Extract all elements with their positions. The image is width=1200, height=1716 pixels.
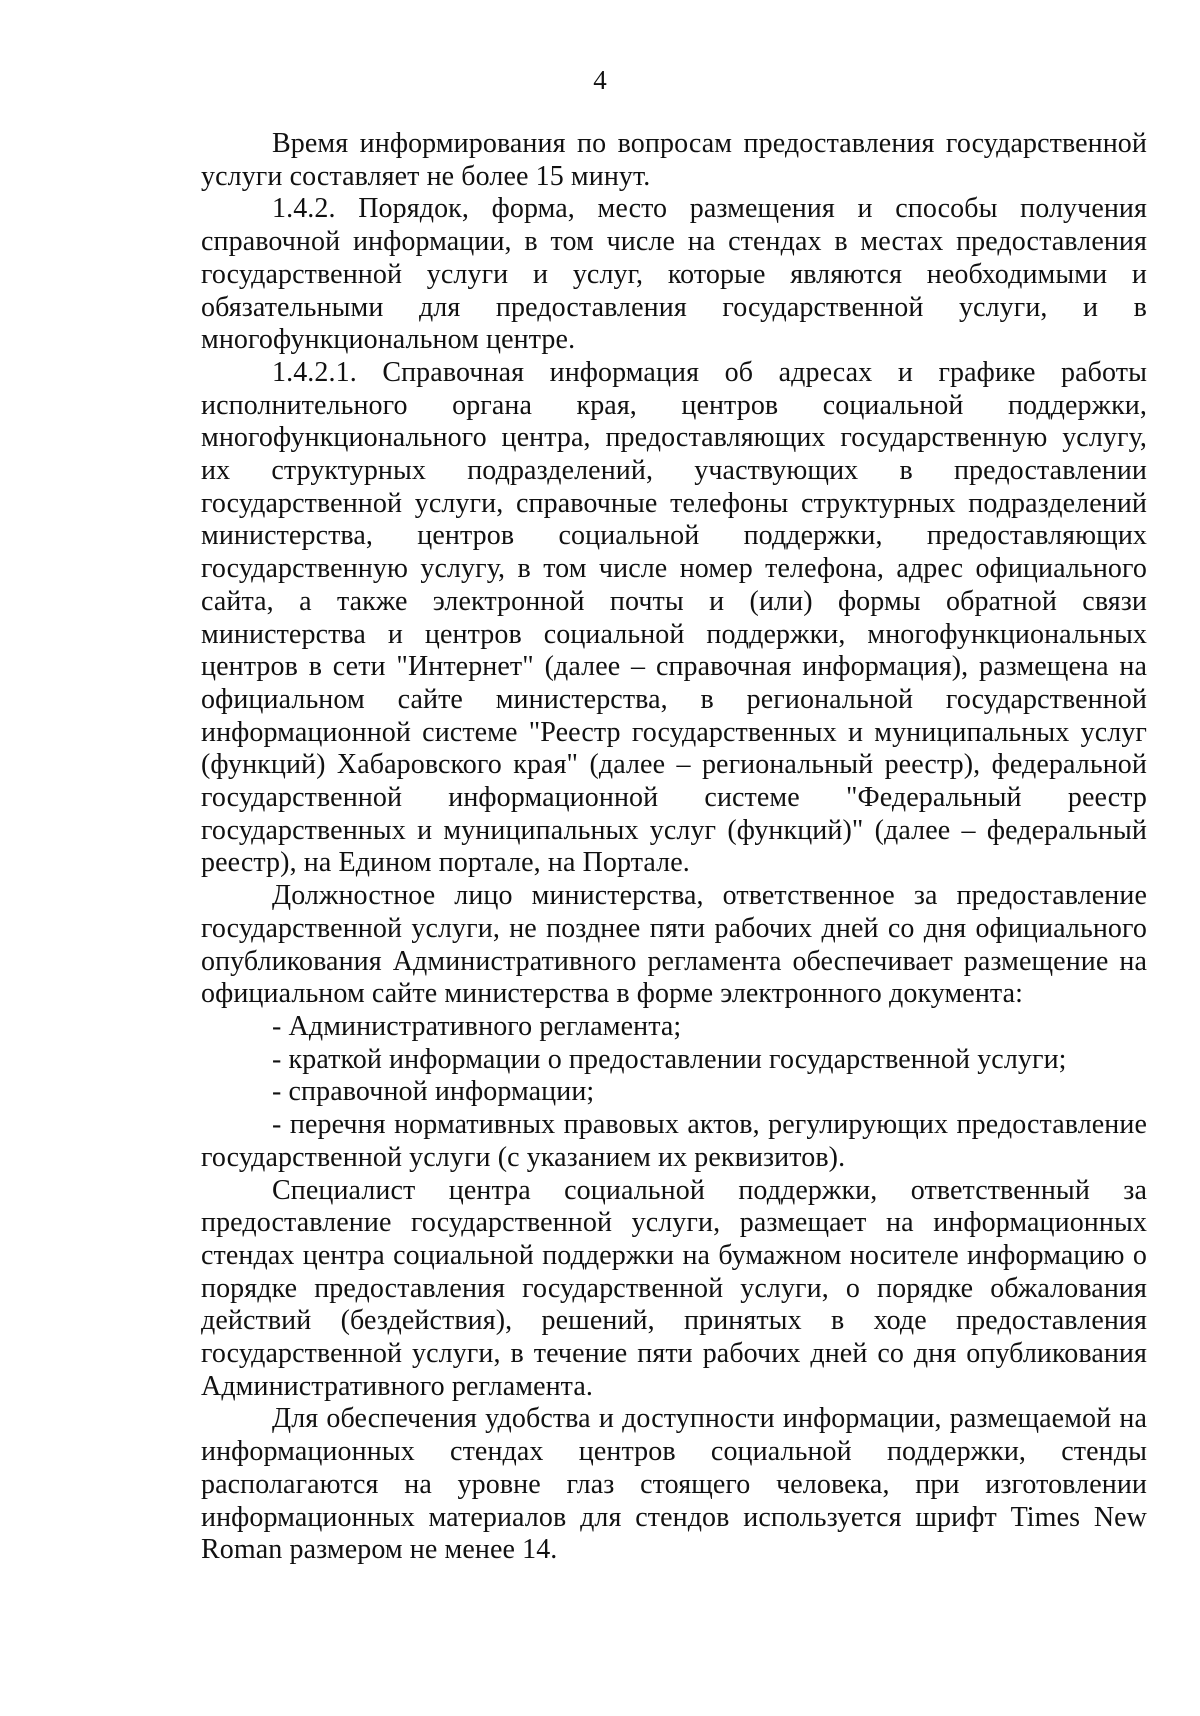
document-body xyxy=(201,128,1147,1567)
paragraph-stands: Для обеспечения удобства и доступности информации, размещаемой на информационных стендах центров социальной поддержки, стенды располагаются на уровне глаз стоящего человека, при изготовлении информационных материалов для стендов используется шрифт Times New Roman размером не менее 14. xyxy=(201,1403,1147,1566)
paragraph-official-duty: Должностное лицо министерства, ответственное за предоставление государственной услуги, не позднее пяти рабочих дней со дня официального опубликования Административного регламента обеспечивает размещение на официальном сайте министерства в форме электронного документа: xyxy=(201,880,1147,1010)
list-item: - перечня нормативных правовых актов, регулирующих предоставление государственной услуги (с указанием их реквизитов). xyxy=(201,1109,1147,1173)
paragraph-duration: Время информирования по вопросам предоставления государственной услуги составляет не более 15 минут. xyxy=(201,128,1147,192)
list-item: - краткой информации о предоставлении государственной услуги; xyxy=(272,1043,1067,1075)
page-number: 4 xyxy=(593,65,607,95)
list-item: - Административного регламента; xyxy=(272,1010,682,1042)
list-item: - справочной информации; xyxy=(272,1076,595,1108)
paragraph-1-4-2: 1.4.2. Порядок, форма, место размещения и способы получения справочной информации, в том числе на стендах в местах предоставления государственной услуги и услуг, которые являются необходимыми и обязательными для предоставления государственной услуги, и в многофункциональном центре. xyxy=(201,193,1147,356)
paragraph-specialist: Специалист центра социальной поддержки, ответственный за предоставление государственной услуги, размещает на информационных стендах центра социальной поддержки на бумажном носителе информацию о порядке предоставления государственной услуги, о порядке обжалования действий (бездействия), решений, принятых в ходе предоставления государственной услуги, в течение пяти рабочих дней со дня опубликования Административного регламента. xyxy=(201,1174,1147,1402)
paragraph-1-4-2-1: 1.4.2.1. Справочная информация об адресах и графике работы исполнительного органа края, центров социальной поддержки, многофункционального центра, предоставляющих государственную услугу, их структурных подразделений, участвующих в предоставлении государственной услуги, справочные телефоны структурных подразделений министерства, центров социальной поддержки, предоставляющих государственную услугу, в том числе номер телефона, адрес официального сайта, а также электронной почты и (или) формы обратной связи министерства и центров социальной поддержки, многофункциональных центров в сети "Интернет" (далее – справочная информация), размещена на официальном сайте министерства, в региональной государственной информационной системе "Реестр государственных и муниципальных услуг (функций) Хабаровского края" (далее – региональный реестр), федеральной государственной информационной системе "Федеральный реестр государственных и муниципальных услуг (функций)" (далее – федеральный реестр), на Едином портале, на Портале. xyxy=(201,356,1147,879)
